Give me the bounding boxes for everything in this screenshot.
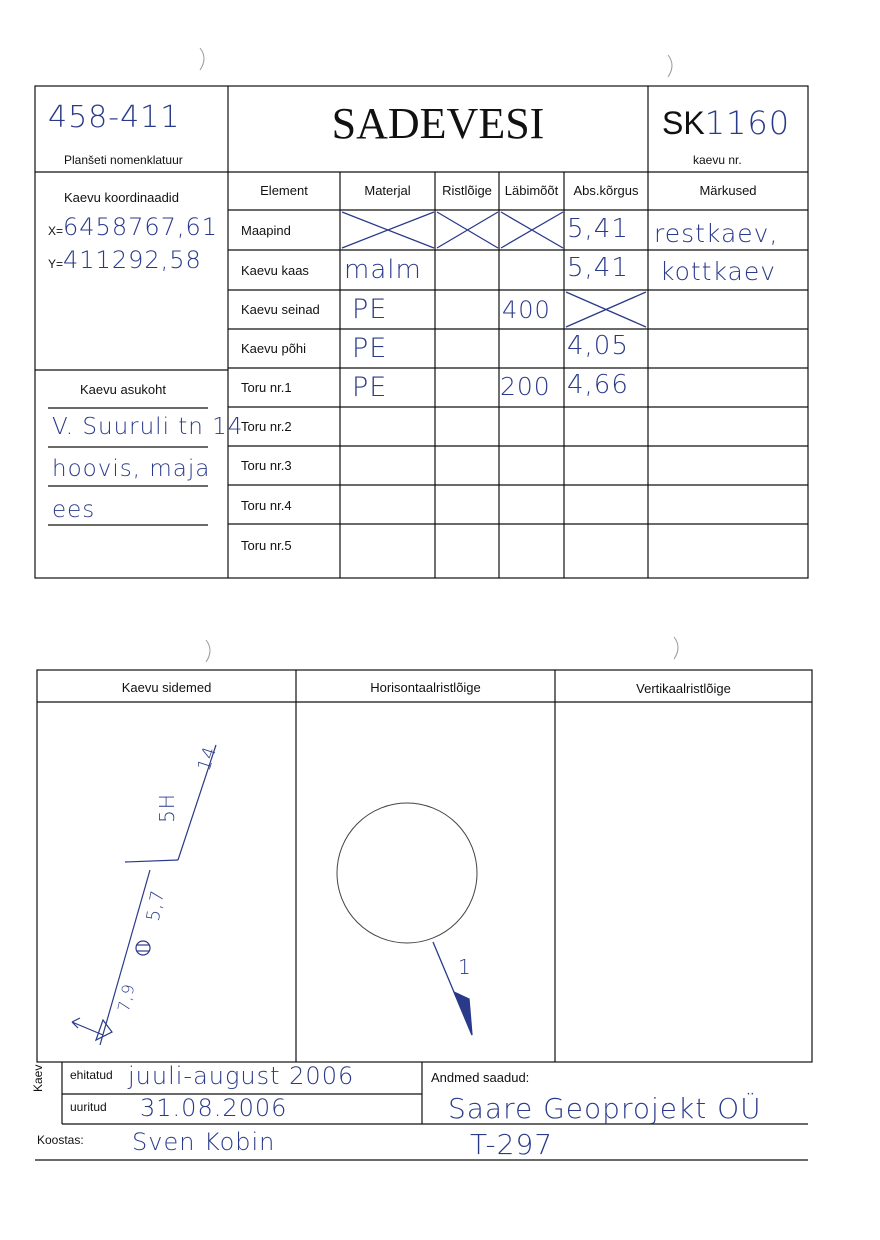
col-header-vertical: Vertikaalristlõige [636, 681, 731, 696]
built-value: juuli-august 2006 [128, 1062, 355, 1090]
row-element: Maapind [241, 223, 291, 238]
location-label: Kaevu asukoht [80, 382, 167, 397]
sketch-label-c: 5,7 [142, 888, 169, 923]
y-coordinate [48, 246, 202, 274]
col-header-ties: Kaevu sidemed [121, 680, 212, 695]
sketch-label-a: 14 [193, 743, 222, 774]
abs-height-value: 5,41 [567, 214, 629, 244]
row-element: Toru nr.2 [241, 419, 292, 434]
col-header-element: Element [260, 183, 308, 198]
data-source-value: Saare Geoprojekt OÜ [448, 1092, 762, 1125]
sketch-label-d: 7,9 [113, 981, 139, 1014]
abs-height-value: 4,05 [567, 331, 629, 361]
location-line-1: V. Suuruli tn 14 [52, 414, 244, 440]
material-value: PE [352, 333, 388, 364]
well-vertical-label: Kaev [31, 1064, 45, 1092]
sketch-label-b: 5H [154, 793, 179, 823]
diameter-value: 400 [502, 296, 551, 324]
material-value: PE [352, 372, 388, 403]
abs-height-value: 5,41 [567, 253, 629, 283]
diameter-value: 200 [500, 372, 551, 401]
col-header-diameter: Läbimõõt [504, 183, 559, 198]
surveyed-value: 31.08.2006 [140, 1094, 288, 1122]
data-source-label: Andmed saadud: [431, 1070, 530, 1085]
material-value: PE [352, 294, 388, 325]
row-element: Toru nr.4 [241, 498, 292, 513]
built-label: ehitatud [70, 1068, 113, 1082]
well-number-label: kaevu nr. [693, 153, 742, 167]
y-prefix: Y= [48, 257, 64, 271]
col-header-notes: Märkused [699, 183, 757, 198]
x-prefix: X= [48, 224, 64, 238]
well-number: 1160 [704, 104, 791, 142]
row-element: Kaevu seinad [241, 302, 320, 317]
x-coordinate [48, 213, 218, 241]
map-sheet-value: 458-411 [48, 100, 181, 135]
coords-label: Kaevu koordinaadid [64, 190, 179, 205]
notes-value: kottkaev [660, 257, 777, 286]
compiled-value: Sven Kobin [132, 1128, 276, 1156]
row-element: Toru nr.5 [241, 538, 292, 553]
row-element: Toru nr.1 [241, 380, 292, 395]
col-header-cross-section: Ristlõige [442, 183, 492, 198]
well-number-group [662, 104, 790, 142]
row-element: Toru nr.3 [241, 458, 292, 473]
notes-value: restkaev, [654, 219, 779, 248]
location-line-2: hoovis, maja [52, 456, 211, 482]
col-header-horizontal: Horisontaalristlõige [370, 680, 481, 695]
pipe-number-label: 1 [458, 955, 472, 979]
col-header-material: Materjal [364, 183, 411, 198]
map-sheet-label: Planšeti nomenklatuur [64, 153, 183, 167]
material-value: malm [344, 255, 422, 285]
location-line-3: ees [52, 497, 96, 523]
x-value: 6458767,61 [63, 213, 219, 241]
surveyed-label: uuritud [70, 1100, 107, 1114]
page-title: SADEVESI [331, 99, 545, 148]
row-element: Kaevu põhi [241, 341, 307, 356]
compiled-label: Koostas: [37, 1133, 84, 1147]
row-element: Kaevu kaas [241, 263, 309, 278]
col-header-abs-height: Abs.kõrgus [573, 183, 639, 198]
well-prefix: SK [662, 105, 705, 141]
y-value: 411292,58 [63, 246, 202, 274]
document-code: T-297 [470, 1128, 554, 1161]
abs-height-value: 4,66 [567, 370, 629, 400]
